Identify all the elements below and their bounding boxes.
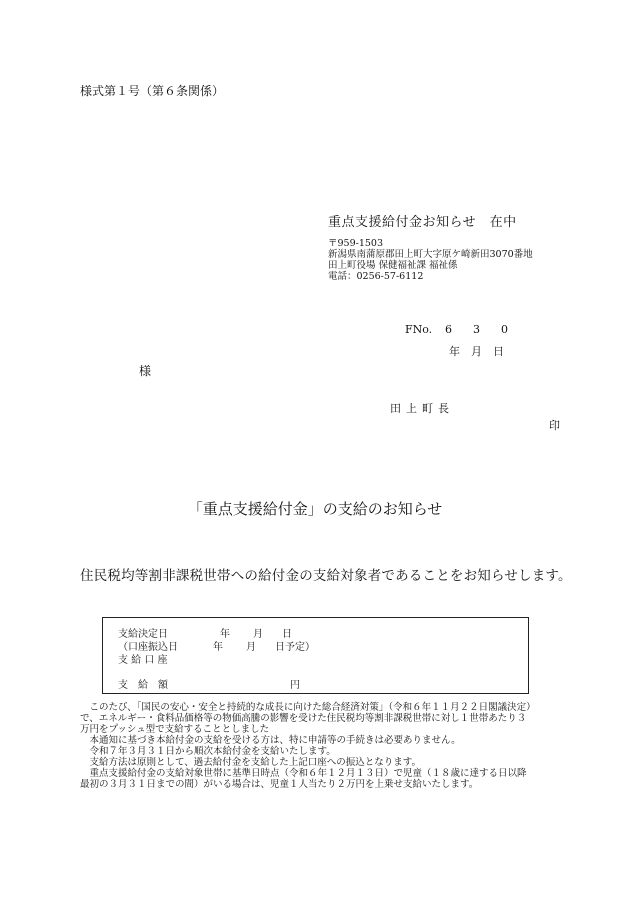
transfer-year: 年: [213, 642, 223, 653]
notice-title: 「重点支援給付金」の支給のお知らせ: [187, 500, 443, 518]
decision-date-label: 支給決定日: [118, 629, 168, 640]
transfer-day: 日予定）: [275, 642, 315, 653]
envelope-title: 重点支援給付金お知らせ 在中: [328, 215, 517, 230]
form-number: 様式第１号（第６条関係）: [80, 84, 225, 98]
file-number-digit: 6: [445, 323, 452, 336]
body-paragraph-line: 万円をプッシュ型で支給することとしました: [80, 724, 270, 735]
file-number: [405, 323, 508, 336]
file-number-label: FNo.: [405, 323, 433, 336]
recipient-honorific: 様: [139, 364, 152, 378]
body-paragraph-line: 本通知に基づき本給付金の支給を受ける方は、特に申請等の手続きは必要ありません。: [80, 735, 461, 746]
payment-details-box: [102, 617, 529, 694]
sender-phone: 電話：0256-57-6112: [328, 271, 424, 282]
decision-year: 年: [220, 629, 230, 640]
body-paragraph-line: 重点支援給付金の支給対象世帯に基準日時点（令和６年１２月１３日）で児童（１８歳に達する日以降: [80, 768, 527, 779]
issue-date: 年 月 日: [449, 345, 504, 358]
body-paragraph-line: 支給方法は原則として、過去給付金を支給した上記口座への振込となります。: [80, 757, 422, 768]
account-label: 支 給 口 座: [118, 655, 168, 666]
decision-day: 日: [282, 629, 292, 640]
seal-mark: 印: [549, 419, 560, 432]
body-paragraph-line: このたび、「国民の安心・安全と持続的な成長に向けた総合経済対策」（令和６年１１月２２日閣議決定）: [80, 702, 536, 713]
sender-office: 田上町役場 保健福祉課 福祉係: [328, 260, 458, 271]
amount-yen: 円: [290, 680, 300, 691]
body-paragraph-line: 令和７年３月３１日から順次本給付金を支給いたします。: [80, 746, 336, 757]
sender-postal-code: 〒959-1503: [328, 238, 384, 249]
notice-subtitle: 住民税均等割非課税世帯への給付金の支給対象者であることをお知らせします。: [80, 568, 572, 584]
transfer-month: 月: [246, 642, 256, 653]
notice-body: [80, 702, 536, 790]
issuer-title: 田上町長: [390, 402, 454, 415]
body-paragraph-line: で、エネルギー・食料品価格等の物価高騰の影響を受けた住民税均等割非課税世帯に対し１世帯あたり３: [80, 713, 527, 724]
sender-block: [328, 238, 533, 282]
file-number-digit: 3: [473, 323, 480, 336]
amount-label: 支 給 額: [118, 680, 168, 691]
decision-month: 月: [253, 629, 263, 640]
transfer-date-label: （口座振込日: [118, 642, 178, 653]
file-number-digit: 0: [501, 323, 508, 336]
body-paragraph-line: 最初の３月３１日までの間）がいる場合は、児童１人当たり２万円を上乗せ支給いたします。: [80, 779, 479, 790]
sender-address: 新潟県南蒲原郡田上町大字原ケ崎新田3070番地: [328, 249, 533, 260]
